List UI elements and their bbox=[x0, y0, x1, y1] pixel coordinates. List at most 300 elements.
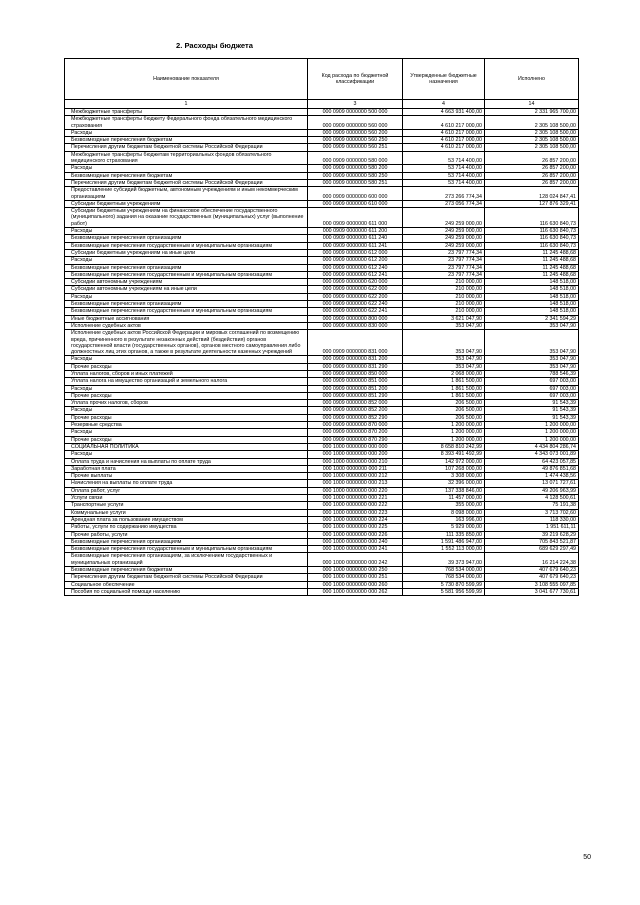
row-executed: 13 071 727,61 bbox=[485, 480, 579, 487]
row-approved: 1 200 000,00 bbox=[403, 436, 485, 443]
row-name: Субсидии автономным учреждениям на иные цели bbox=[65, 286, 308, 293]
table-row bbox=[65, 538, 579, 545]
table-row bbox=[65, 588, 579, 595]
row-name: Межбюджетные трансферты бюджету Федерального фонда обязательного медицинского страхования bbox=[65, 116, 308, 130]
row-executed: 148 518,00 bbox=[485, 308, 579, 315]
row-executed: 26 857 200,00 bbox=[485, 151, 579, 165]
row-approved: 4 663 931 400,00 bbox=[403, 109, 485, 116]
row-name: Оплата работ, услуг bbox=[65, 487, 308, 494]
table-row bbox=[65, 242, 579, 249]
column-number: 1 bbox=[65, 100, 308, 109]
row-approved: 23 797 774,34 bbox=[403, 271, 485, 278]
row-executed: 116 630 840,73 bbox=[485, 208, 579, 228]
row-name: Иные бюджетные ассигнования bbox=[65, 315, 308, 322]
row-code: 000 0909 0000000 612 240 bbox=[308, 264, 403, 271]
row-approved: 353 047,90 bbox=[403, 363, 485, 370]
table-row bbox=[65, 330, 579, 356]
row-code: 000 0909 0000000 560 200 bbox=[308, 129, 403, 136]
row-name: Резервные средства bbox=[65, 422, 308, 429]
row-code: 000 0909 0000000 600 000 bbox=[308, 187, 403, 201]
table-row bbox=[65, 200, 579, 207]
row-approved: 8 393 491 492,99 bbox=[403, 451, 485, 458]
table-row bbox=[65, 301, 579, 308]
row-executed: 2 305 108 500,00 bbox=[485, 116, 579, 130]
row-code: 000 1000 0000000 000 241 bbox=[308, 546, 403, 553]
row-name: Транспортные услуги bbox=[65, 502, 308, 509]
row-executed: 26 857 200,00 bbox=[485, 179, 579, 186]
row-code: 000 1000 0000000 000 223 bbox=[308, 509, 403, 516]
table-row bbox=[65, 480, 579, 487]
table-row bbox=[65, 465, 579, 472]
row-approved: 4 610 217 000,00 bbox=[403, 129, 485, 136]
table-row bbox=[65, 531, 579, 538]
row-name: Арендная плата за пользование имуществом bbox=[65, 516, 308, 523]
row-approved: 249 259 000,00 bbox=[403, 208, 485, 228]
table-row bbox=[65, 257, 579, 264]
column-number: 4 bbox=[403, 100, 485, 109]
row-code: 000 0909 0000000 580 250 bbox=[308, 172, 403, 179]
table-row bbox=[65, 546, 579, 553]
row-executed: 697 003,00 bbox=[485, 385, 579, 392]
row-approved: 53 714 400,00 bbox=[403, 165, 485, 172]
table-row bbox=[65, 208, 579, 228]
row-approved: 8 098 000,00 bbox=[403, 509, 485, 516]
row-executed: 353 047,90 bbox=[485, 322, 579, 329]
table-header-row bbox=[65, 59, 579, 100]
row-code: 000 0909 0000000 622 000 bbox=[308, 286, 403, 293]
row-executed: 148 518,00 bbox=[485, 279, 579, 286]
row-executed: 705 843 521,87 bbox=[485, 538, 579, 545]
row-name: Прочие работы, услуги bbox=[65, 531, 308, 538]
table-row bbox=[65, 187, 579, 201]
row-approved: 4 610 217 000,00 bbox=[403, 137, 485, 144]
column-number-row bbox=[65, 100, 579, 109]
row-name: Расходы bbox=[65, 257, 308, 264]
row-name: Исполнение судебных актов Российской Федерации и мировых соглашений по возмещению вреда, причиненного в результате незаконных действий (бездействия) органов государственной власти (государственных органов), органов местного самоуправления либо должностных лиц этих органов, а также в результате деятельности казенных учреждений bbox=[65, 330, 308, 356]
table-row bbox=[65, 315, 579, 322]
row-approved: 210 000,00 bbox=[403, 279, 485, 286]
table-row bbox=[65, 451, 579, 458]
row-executed: 91 543,39 bbox=[485, 400, 579, 407]
row-name: Работы, услуги по содержанию имущества bbox=[65, 524, 308, 531]
row-executed: 116 630 840,73 bbox=[485, 228, 579, 235]
table-row bbox=[65, 385, 579, 392]
table-row bbox=[65, 179, 579, 186]
table-row bbox=[65, 487, 579, 494]
row-code: 000 0909 0000000 612 000 bbox=[308, 249, 403, 256]
row-code: 000 0909 0000000 580 200 bbox=[308, 165, 403, 172]
table-row bbox=[65, 553, 579, 567]
row-code: 000 1000 0000000 000 240 bbox=[308, 538, 403, 545]
row-executed: 4 343 073 001,89 bbox=[485, 451, 579, 458]
row-executed: 407 679 640,23 bbox=[485, 567, 579, 574]
row-approved: 3 308 000,00 bbox=[403, 473, 485, 480]
row-name: Прочие расходы bbox=[65, 436, 308, 443]
row-approved: 137 338 846,00 bbox=[403, 487, 485, 494]
table-row bbox=[65, 524, 579, 531]
row-executed: 11 245 488,68 bbox=[485, 264, 579, 271]
row-executed: 689 629 297,49 bbox=[485, 546, 579, 553]
row-approved: 107 268 000,00 bbox=[403, 465, 485, 472]
row-executed: 148 518,00 bbox=[485, 286, 579, 293]
table-row bbox=[65, 356, 579, 363]
row-code: 000 1000 0000000 000 242 bbox=[308, 553, 403, 567]
row-code: 000 0909 0000000 850 000 bbox=[308, 370, 403, 377]
column-number: 3 bbox=[308, 100, 403, 109]
table-row bbox=[65, 574, 579, 581]
row-name: Расходы bbox=[65, 165, 308, 172]
table-row bbox=[65, 235, 579, 242]
row-code: 000 0909 0000000 851 000 bbox=[308, 378, 403, 385]
table-row bbox=[65, 443, 579, 450]
header-name: Наименование показателя bbox=[65, 59, 308, 100]
row-name: Прочие выплаты bbox=[65, 473, 308, 480]
page-number: 50 bbox=[583, 854, 591, 861]
row-approved: 5 730 870 599,99 bbox=[403, 581, 485, 588]
row-executed: 2 331 965 700,00 bbox=[485, 109, 579, 116]
table-row bbox=[65, 144, 579, 151]
row-approved: 353 047,90 bbox=[403, 330, 485, 356]
header-executed: Исполнено bbox=[485, 59, 579, 100]
table-row bbox=[65, 516, 579, 523]
row-name: Субсидии бюджетным учреждениям bbox=[65, 200, 308, 207]
table-row bbox=[65, 137, 579, 144]
row-approved: 210 000,00 bbox=[403, 308, 485, 315]
row-code: 000 1000 0000000 000 200 bbox=[308, 451, 403, 458]
table-row bbox=[65, 436, 579, 443]
table-row bbox=[65, 109, 579, 116]
row-name: Расходы bbox=[65, 451, 308, 458]
table-row bbox=[65, 363, 579, 370]
row-executed: 3 041 677 730,61 bbox=[485, 588, 579, 595]
row-name: Расходы bbox=[65, 385, 308, 392]
row-code: 000 0909 0000000 612 241 bbox=[308, 271, 403, 278]
page-title: 2. Расходы бюджета bbox=[176, 41, 253, 50]
table-row bbox=[65, 414, 579, 421]
row-name: Безвозмездные перечисления организациям, за исключением государственных и муниципальных организаций bbox=[65, 553, 308, 567]
table-row bbox=[65, 151, 579, 165]
row-code: 000 0909 0000000 500 000 bbox=[308, 109, 403, 116]
row-code: 000 0909 0000000 622 240 bbox=[308, 301, 403, 308]
row-approved: 249 259 000,00 bbox=[403, 235, 485, 242]
row-name: Уплата прочих налогов, сборов bbox=[65, 400, 308, 407]
row-executed: 353 047,90 bbox=[485, 363, 579, 370]
row-name: Субсидии автономным учреждениям bbox=[65, 279, 308, 286]
row-code: 000 0909 0000000 610 000 bbox=[308, 200, 403, 207]
row-executed: 39 219 628,29 bbox=[485, 531, 579, 538]
row-name: Социальное обеспечение bbox=[65, 581, 308, 588]
row-name: Оплата труда и начисления на выплаты по оплате труда bbox=[65, 458, 308, 465]
row-name: Безвозмездные перечисления бюджетам bbox=[65, 137, 308, 144]
table-row bbox=[65, 370, 579, 377]
row-code: 000 0909 0000000 580 000 bbox=[308, 151, 403, 165]
row-name: Пособия по социальной помощи населению bbox=[65, 588, 308, 595]
row-code: 000 0909 0000000 851 200 bbox=[308, 385, 403, 392]
table-row bbox=[65, 458, 579, 465]
row-code: 000 1000 0000000 000 250 bbox=[308, 567, 403, 574]
table-row bbox=[65, 422, 579, 429]
row-name: Безвозмездные перечисления организациям bbox=[65, 538, 308, 545]
row-approved: 768 534 000,00 bbox=[403, 574, 485, 581]
row-approved: 1 552 113 000,00 bbox=[403, 546, 485, 553]
row-executed: 353 047,90 bbox=[485, 356, 579, 363]
row-name: Начисления на выплаты по оплате труда bbox=[65, 480, 308, 487]
row-name: Прочие расходы bbox=[65, 363, 308, 370]
table-row bbox=[65, 293, 579, 300]
row-approved: 210 000,00 bbox=[403, 301, 485, 308]
row-code: 000 0909 0000000 611 200 bbox=[308, 228, 403, 235]
row-name: Прочие расходы bbox=[65, 414, 308, 421]
row-code: 000 0909 0000000 852 000 bbox=[308, 400, 403, 407]
row-executed: 2 305 108 500,00 bbox=[485, 144, 579, 151]
row-name: Перечисления другим бюджетам бюджетной системы Российской Федерации bbox=[65, 574, 308, 581]
row-approved: 5 929 000,00 bbox=[403, 524, 485, 531]
row-code: 000 1000 0000000 000 000 bbox=[308, 443, 403, 450]
row-executed: 788 546,39 bbox=[485, 370, 579, 377]
row-approved: 768 534 000,00 bbox=[403, 567, 485, 574]
row-approved: 249 259 000,00 bbox=[403, 242, 485, 249]
table-row bbox=[65, 228, 579, 235]
table-row bbox=[65, 129, 579, 136]
row-approved: 3 621 047,90 bbox=[403, 315, 485, 322]
row-executed: 2 305 108 500,00 bbox=[485, 129, 579, 136]
row-name: Безвозмездные перечисления организациям bbox=[65, 301, 308, 308]
table-row bbox=[65, 509, 579, 516]
row-approved: 249 259 000,00 bbox=[403, 228, 485, 235]
table-row bbox=[65, 581, 579, 588]
row-approved: 23 797 774,34 bbox=[403, 264, 485, 271]
row-approved: 39 373 947,00 bbox=[403, 553, 485, 567]
row-executed: 1 200 000,00 bbox=[485, 422, 579, 429]
row-approved: 2 068 000,00 bbox=[403, 370, 485, 377]
row-name: Расходы bbox=[65, 429, 308, 436]
row-code: 000 1000 0000000 000 262 bbox=[308, 588, 403, 595]
row-code: 000 0909 0000000 831 000 bbox=[308, 330, 403, 356]
row-approved: 1 200 000,00 bbox=[403, 429, 485, 436]
row-approved: 1 861 500,00 bbox=[403, 385, 485, 392]
row-name: Субсидии бюджетным учреждениям на финансовое обеспечение государственного (муниципального) задания на оказание государственных (муниципальных) услуг (выполнение работ) bbox=[65, 208, 308, 228]
row-code: 000 1000 0000000 000 225 bbox=[308, 524, 403, 531]
row-executed: 1 200 000,00 bbox=[485, 429, 579, 436]
row-executed: 118 330,00 bbox=[485, 516, 579, 523]
row-executed: 2 305 108 500,00 bbox=[485, 137, 579, 144]
row-code: 000 1000 0000000 000 221 bbox=[308, 495, 403, 502]
row-code: 000 0909 0000000 852 200 bbox=[308, 407, 403, 414]
row-code: 000 0909 0000000 611 241 bbox=[308, 242, 403, 249]
row-name: Безвозмездные перечисления бюджетам bbox=[65, 172, 308, 179]
table-row bbox=[65, 279, 579, 286]
row-executed: 148 518,00 bbox=[485, 301, 579, 308]
row-name: Безвозмездные перечисления бюджетам bbox=[65, 567, 308, 574]
row-approved: 206 500,00 bbox=[403, 400, 485, 407]
table-row bbox=[65, 322, 579, 329]
row-code: 000 0909 0000000 611 240 bbox=[308, 235, 403, 242]
table-row bbox=[65, 429, 579, 436]
row-name: Заработная плата bbox=[65, 465, 308, 472]
row-code: 000 1000 0000000 000 220 bbox=[308, 487, 403, 494]
row-executed: 3 108 555 097,85 bbox=[485, 581, 579, 588]
row-executed: 26 857 200,00 bbox=[485, 165, 579, 172]
row-executed: 697 003,00 bbox=[485, 378, 579, 385]
row-name: Безвозмездные перечисления организациям bbox=[65, 235, 308, 242]
row-name: Безвозмездные перечисления государственным и муниципальным организациям bbox=[65, 546, 308, 553]
row-code: 000 0909 0000000 620 000 bbox=[308, 279, 403, 286]
row-executed: 11 245 488,68 bbox=[485, 249, 579, 256]
row-name: Прочие расходы bbox=[65, 392, 308, 399]
table-row bbox=[65, 400, 579, 407]
column-number: 14 bbox=[485, 100, 579, 109]
row-approved: 111 335 850,00 bbox=[403, 531, 485, 538]
row-executed: 127 876 329,41 bbox=[485, 200, 579, 207]
row-approved: 1 861 500,00 bbox=[403, 378, 485, 385]
row-approved: 210 000,00 bbox=[403, 286, 485, 293]
row-code: 000 0909 0000000 870 000 bbox=[308, 422, 403, 429]
row-name: Расходы bbox=[65, 356, 308, 363]
table-row bbox=[65, 495, 579, 502]
row-executed: 116 630 840,73 bbox=[485, 242, 579, 249]
table-row bbox=[65, 116, 579, 130]
row-code: 000 1000 0000000 000 251 bbox=[308, 574, 403, 581]
row-executed: 1 951 611,11 bbox=[485, 524, 579, 531]
budget-expenses-table bbox=[64, 58, 579, 596]
row-code: 000 0909 0000000 870 290 bbox=[308, 436, 403, 443]
row-name: Расходы bbox=[65, 293, 308, 300]
row-name: Предоставление субсидий бюджетным, автономным учреждениям и иным некоммерческим организациям bbox=[65, 187, 308, 201]
table-row bbox=[65, 378, 579, 385]
row-executed: 26 857 200,00 bbox=[485, 172, 579, 179]
row-approved: 53 714 400,00 bbox=[403, 179, 485, 186]
row-approved: 210 000,00 bbox=[403, 293, 485, 300]
row-executed: 16 214 224,38 bbox=[485, 553, 579, 567]
row-name: Расходы bbox=[65, 407, 308, 414]
row-name: Безвозмездные перечисления государственным и муниципальным организациям bbox=[65, 308, 308, 315]
row-executed: 49 876 851,68 bbox=[485, 465, 579, 472]
table-row bbox=[65, 249, 579, 256]
row-executed: 697 003,00 bbox=[485, 392, 579, 399]
row-approved: 273 056 774,34 bbox=[403, 200, 485, 207]
table-row bbox=[65, 502, 579, 509]
row-approved: 4 610 217 000,00 bbox=[403, 144, 485, 151]
row-executed: 148 518,00 bbox=[485, 293, 579, 300]
row-executed: 116 630 840,73 bbox=[485, 235, 579, 242]
row-name: Безвозмездные перечисления государственным и муниципальным организациям bbox=[65, 242, 308, 249]
row-executed: 407 679 640,23 bbox=[485, 574, 579, 581]
row-code: 000 1000 0000000 000 222 bbox=[308, 502, 403, 509]
row-code: 000 0909 0000000 622 241 bbox=[308, 308, 403, 315]
row-code: 000 1000 0000000 000 226 bbox=[308, 531, 403, 538]
row-approved: 1 591 486 947,00 bbox=[403, 538, 485, 545]
header-code: Код расхода по бюджетной классификации bbox=[308, 59, 403, 100]
row-approved: 1 200 000,00 bbox=[403, 422, 485, 429]
row-approved: 4 610 217 000,00 bbox=[403, 116, 485, 130]
row-executed: 128 024 847,41 bbox=[485, 187, 579, 201]
row-executed: 91 543,39 bbox=[485, 414, 579, 421]
row-approved: 5 581 956 599,99 bbox=[403, 588, 485, 595]
row-approved: 353 047,90 bbox=[403, 322, 485, 329]
row-name: Исполнение судебных актов bbox=[65, 322, 308, 329]
table-row bbox=[65, 407, 579, 414]
row-executed: 4 434 804 286,74 bbox=[485, 443, 579, 450]
row-executed: 91 543,39 bbox=[485, 407, 579, 414]
row-code: 000 0909 0000000 830 000 bbox=[308, 322, 403, 329]
row-executed: 1 200 000,00 bbox=[485, 436, 579, 443]
row-code: 000 0909 0000000 831 290 bbox=[308, 363, 403, 370]
row-name: Уплата налогов, сборов и иных платежей bbox=[65, 370, 308, 377]
row-name: Коммунальные услуги bbox=[65, 509, 308, 516]
row-approved: 53 714 400,00 bbox=[403, 151, 485, 165]
row-code: 000 0909 0000000 612 200 bbox=[308, 257, 403, 264]
header-approved: Утвержденные бюджетные назначения bbox=[403, 59, 485, 100]
table-row bbox=[65, 567, 579, 574]
row-name: СОЦИАЛЬНАЯ ПОЛИТИКА bbox=[65, 443, 308, 450]
table-row bbox=[65, 392, 579, 399]
row-code: 000 0909 0000000 560 000 bbox=[308, 116, 403, 130]
row-approved: 353 047,90 bbox=[403, 356, 485, 363]
row-code: 000 1000 0000000 000 210 bbox=[308, 458, 403, 465]
row-code: 000 1000 0000000 000 211 bbox=[308, 465, 403, 472]
table-row bbox=[65, 172, 579, 179]
row-code: 000 0909 0000000 800 000 bbox=[308, 315, 403, 322]
row-executed: 1 474 438,56 bbox=[485, 473, 579, 480]
row-executed: 11 245 488,68 bbox=[485, 271, 579, 278]
row-name: Перечисления другим бюджетам бюджетной системы Российской Федерации bbox=[65, 179, 308, 186]
table-row bbox=[65, 286, 579, 293]
row-executed: 64 423 057,85 bbox=[485, 458, 579, 465]
table-row bbox=[65, 271, 579, 278]
row-code: 000 1000 0000000 000 213 bbox=[308, 480, 403, 487]
row-name: Безвозмездные перечисления государственным и муниципальным организациям bbox=[65, 271, 308, 278]
row-executed: 4 128 500,61 bbox=[485, 495, 579, 502]
row-code: 000 1000 0000000 000 224 bbox=[308, 516, 403, 523]
row-name: Расходы bbox=[65, 129, 308, 136]
row-code: 000 0909 0000000 622 200 bbox=[308, 293, 403, 300]
row-approved: 273 266 774,34 bbox=[403, 187, 485, 201]
row-code: 000 0909 0000000 560 251 bbox=[308, 144, 403, 151]
row-name: Безвозмездные перечисления организациям bbox=[65, 264, 308, 271]
row-approved: 11 457 000,00 bbox=[403, 495, 485, 502]
row-name: Межбюджетные трансферты бюджетам территориальных фондов обязательного медицинского страхования bbox=[65, 151, 308, 165]
row-code: 000 0909 0000000 870 200 bbox=[308, 429, 403, 436]
row-approved: 206 500,00 bbox=[403, 414, 485, 421]
row-name: Расходы bbox=[65, 228, 308, 235]
row-approved: 206 500,00 bbox=[403, 407, 485, 414]
row-approved: 53 714 400,00 bbox=[403, 172, 485, 179]
row-code: 000 0909 0000000 611 000 bbox=[308, 208, 403, 228]
row-executed: 2 341 594,29 bbox=[485, 315, 579, 322]
table-row bbox=[65, 308, 579, 315]
table-row bbox=[65, 165, 579, 172]
row-approved: 142 972 000,00 bbox=[403, 458, 485, 465]
table-row bbox=[65, 264, 579, 271]
row-name: Услуги связи bbox=[65, 495, 308, 502]
row-code: 000 1000 0000000 000 260 bbox=[308, 581, 403, 588]
row-approved: 8 658 810 242,99 bbox=[403, 443, 485, 450]
row-name: Межбюджетные трансферты bbox=[65, 109, 308, 116]
row-approved: 32 396 000,00 bbox=[403, 480, 485, 487]
row-code: 000 0909 0000000 831 200 bbox=[308, 356, 403, 363]
row-code: 000 0909 0000000 852 290 bbox=[308, 414, 403, 421]
row-code: 000 1000 0000000 000 212 bbox=[308, 473, 403, 480]
row-approved: 23 797 774,34 bbox=[403, 249, 485, 256]
row-name: Перечисления другим бюджетам бюджетной системы Российской Федерации bbox=[65, 144, 308, 151]
row-approved: 1 861 500,00 bbox=[403, 392, 485, 399]
row-approved: 163 996,00 bbox=[403, 516, 485, 523]
row-executed: 49 206 963,99 bbox=[485, 487, 579, 494]
row-executed: 3 713 702,60 bbox=[485, 509, 579, 516]
row-executed: 353 047,90 bbox=[485, 330, 579, 356]
table-row bbox=[65, 473, 579, 480]
row-name: Субсидии бюджетным учреждениям на иные цели bbox=[65, 249, 308, 256]
